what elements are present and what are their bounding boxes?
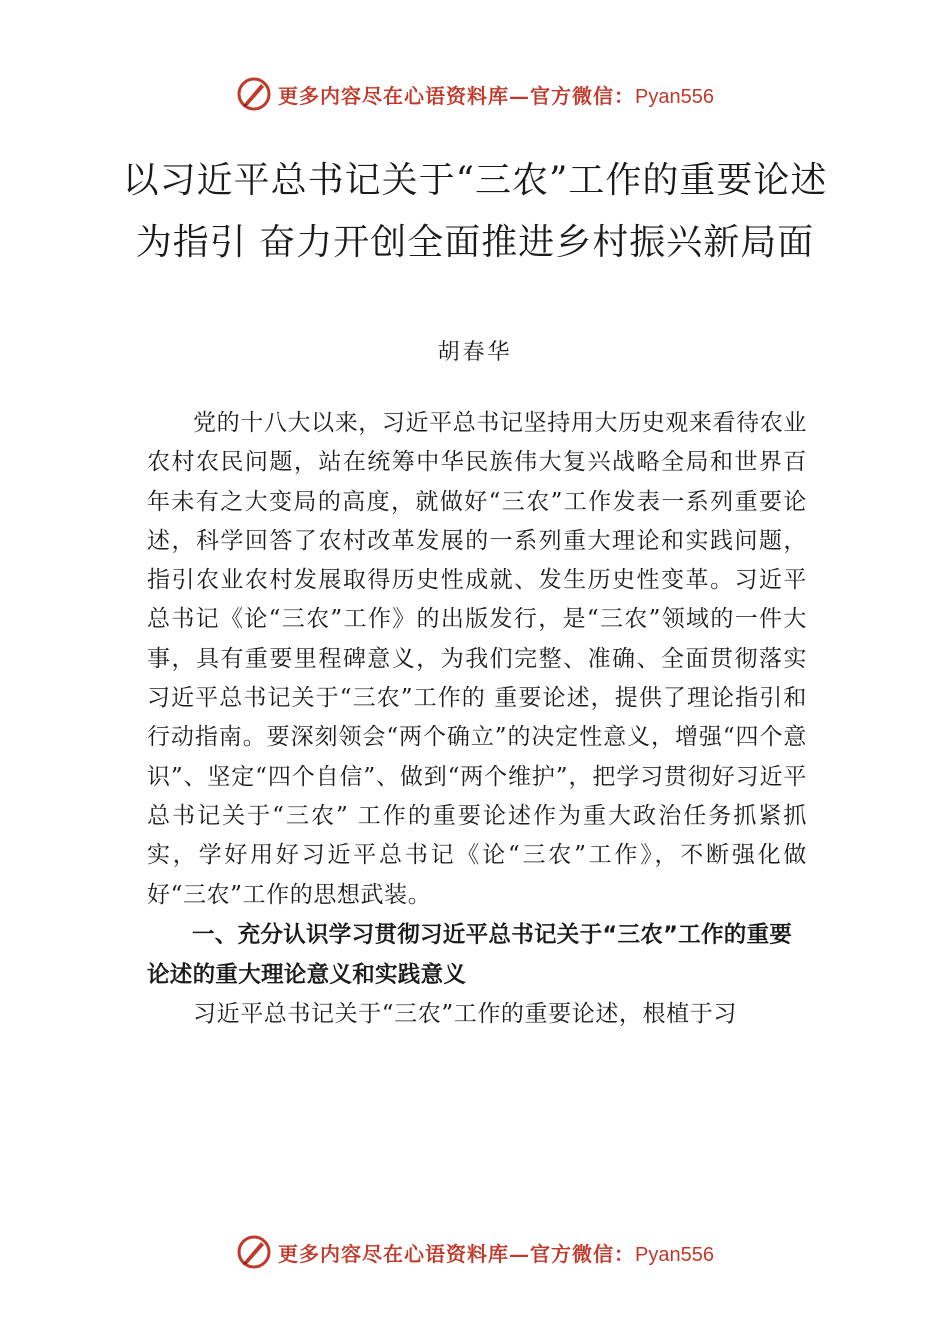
document-title: 以习近平总书记关于“三农”工作的重要论述为指引 奋力开创全面推进乡村振兴新局面	[122, 160, 828, 263]
wechat-id: Pyan556	[635, 85, 714, 108]
watermark-text: 更多内容尽在心语资料库—官方微信：Pyan556	[278, 83, 714, 108]
section-heading: 一、充分认识学习贯彻习近平总书记关于“三农”工作的重要论述的重大理论意义和实践意义	[147, 921, 793, 988]
author-name: 胡春华	[437, 340, 513, 365]
wechat-id: Pyan556	[635, 1243, 714, 1266]
watermark-text: 更多内容尽在心语资料库—官方微信：Pyan556	[278, 1241, 714, 1266]
watermark-footer	[0, 1230, 950, 1274]
pen-circle-logo-icon	[236, 76, 272, 112]
document-body	[147, 404, 807, 1034]
pen-circle-logo-icon	[236, 1234, 272, 1270]
body-paragraph: 习近平总书记关于“三农”工作的重要论述，根植于习	[193, 1000, 737, 1027]
body-paragraph: 党的十八大以来，习近平总书记坚持用大历史观来看待农业农村农民问题，站在统筹中华民族伟大复兴战略全局和世界百年未有之大变局的高度，就做好“三农”工作发表一系列重要论述，科学回答了农村改革发展的一系列重大理论和实践问题，指引农业农村发展取得历史性成就、发生历史性变革。习近平总书记《论“三农”工作》的出版发行，是“三农”领域的一件大事，具有重要里程碑意义，为我们完整、准确、全面贯彻落实习近平总书记关于“三农”工作的 重要论述，提供了理论指引和行动指南。要深刻领会“两个确立”的决定性意义，增强“四个意识”、坚定“四个自信”、做到“两个维护”，把学习贯彻好习近平总书记关于“三农” 工作的重要论述作为重大政治任务抓紧抓实，学好用好习近平总书记《论“三农”工作》，不断强化做好“三农”工作的思想武装。	[147, 410, 807, 908]
watermark-header	[0, 72, 950, 116]
